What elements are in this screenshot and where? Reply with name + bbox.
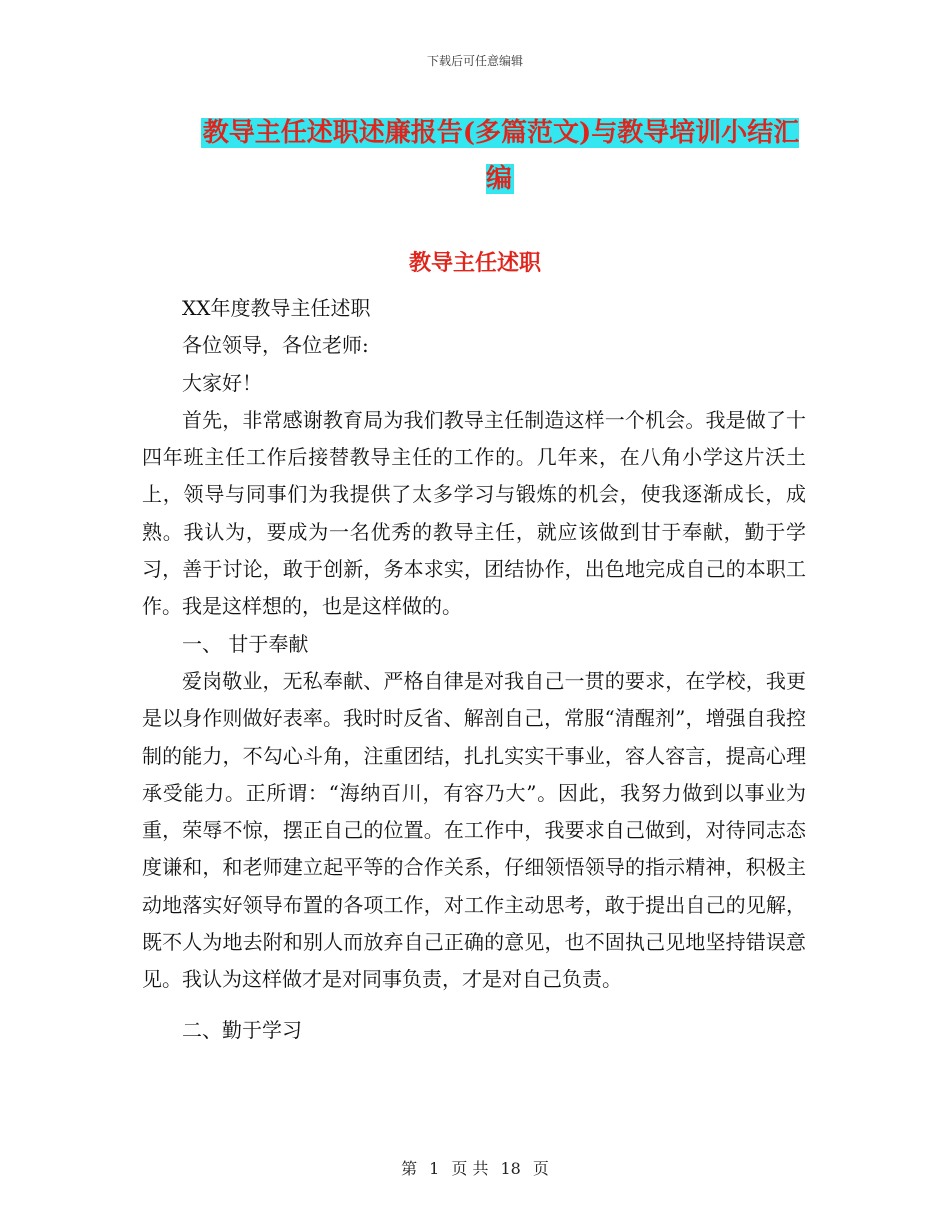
footer-mid: 页 共 (451, 1159, 489, 1178)
subheading: 一、 甘于奉献 (182, 631, 309, 656)
document-title (190, 110, 810, 202)
page-total: 18 (500, 1159, 521, 1178)
page-number: 1 (429, 1159, 440, 1178)
document-body (142, 290, 806, 1049)
document-title-text: 教导主任述职述廉报告(多篇范文)与教导培训小结汇编 (202, 118, 800, 194)
footer-prefix: 第 (401, 1159, 418, 1178)
section-title: 教导主任述职 (408, 250, 541, 276)
footer-suffix: 页 (532, 1159, 549, 1178)
paragraph: XX年度教导主任述职 (182, 296, 371, 320)
paragraph: 首先，非常感谢教育局为我们教导主任制造这样一个机会。我是做了十四年班主任工作后接替教导主任的工作的。几年来，在八角小学这片沃土上，领导与同事们为我提供了太多学习与锻炼的机会，使我逐渐成长，成熟。我认为，要成为一名优秀的教导主任，就应该做到甘于奉献，勤于学习，善于讨论，敢于创新，务本求实，团结协作，出色地完成自己的本职工作。我是这样想的，也是这样做的。 (142, 407, 806, 619)
page-footer (0, 1156, 950, 1179)
subheading: 二、勤于学习 (182, 1017, 302, 1042)
paragraph: 大家好！ (182, 370, 262, 395)
paragraph: 各位领导，各位老师: (182, 333, 369, 358)
header-note: 下载后可任意编辑 (426, 54, 523, 68)
paragraph: 爱岗敬业，无私奉献、严格自律是对我自己一贯的要求，在学校，我更是以身作则做好表率。我时时反省、解剖自己，常服“清醒剂”，增强自我控制的能力，不勾心斗角，注重团结，扎扎实实干事业，容人容言，提高心理承受能力。正所谓：“海纳百川，有容乃大”。因此，我努力做到以事业为重，荣辱不惊，摆正自己的位置。在工作中，我要求自己做到，对待同志态度谦和，和老师建立起平等的合作关系，仔细领悟领导的指示精神，积极主动地落实好领导布置的各项工作，对工作主动思考，敢于提出自己的见解，既不人为地去附和别人而放弃自己正确的意见，也不固执己见地坚持错误意见。我认为这样做才是对同事负责，才是对自己负责。 (142, 668, 806, 992)
